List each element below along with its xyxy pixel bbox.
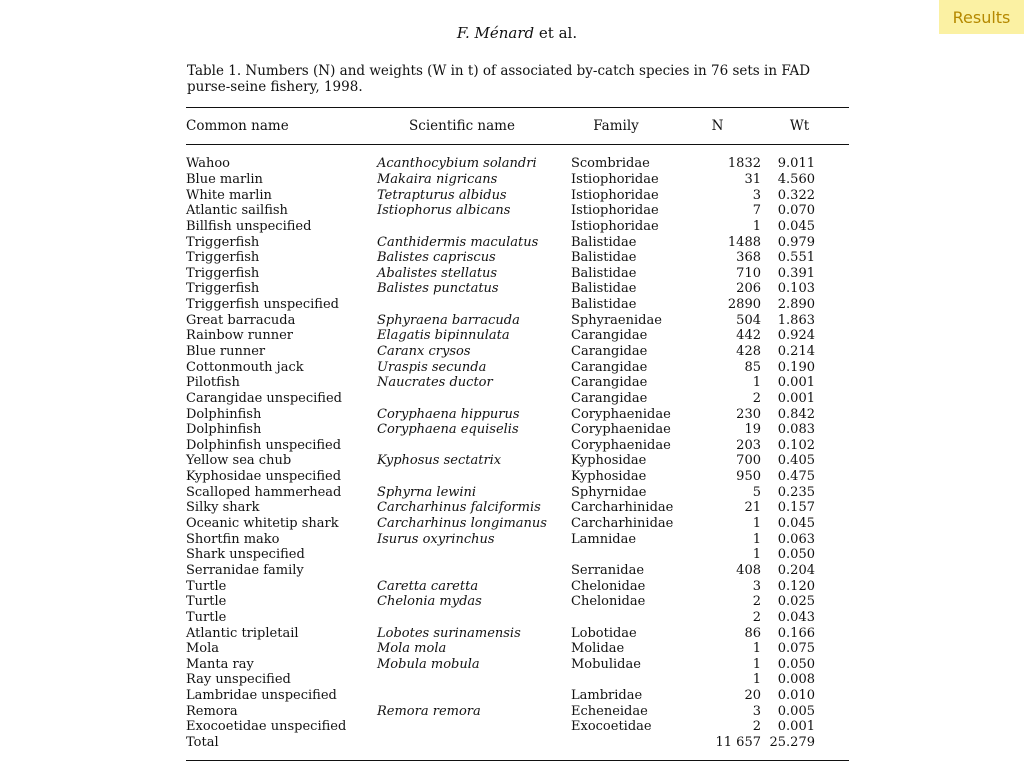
cell-common-name: Mola bbox=[186, 641, 220, 657]
cell-family: Carangidae bbox=[571, 390, 648, 406]
header-n: N bbox=[711, 118, 724, 134]
cell-common-name: Blue runner bbox=[186, 344, 266, 359]
cell-family: Sphyraenidae bbox=[571, 312, 662, 328]
cell-scientific-name: Caranx crysos bbox=[377, 344, 471, 359]
cell-n: 1832 bbox=[727, 156, 761, 172]
cell-family: Sphyrnidae bbox=[571, 484, 647, 500]
cell-n: 11 657 bbox=[715, 735, 761, 751]
cell-wt: 0.204 bbox=[777, 562, 815, 578]
cell-common-name: Kyphosidae unspecified bbox=[186, 469, 342, 485]
cell-wt: 0.010 bbox=[777, 688, 815, 704]
cell-wt: 4.560 bbox=[777, 171, 815, 187]
cell-n: 1 bbox=[752, 218, 761, 234]
bottom-rule bbox=[186, 760, 849, 761]
table-row bbox=[186, 297, 849, 313]
cell-family: Balistidae bbox=[571, 250, 637, 266]
cell-common-name: Triggerfish bbox=[186, 234, 260, 250]
cell-n: 203 bbox=[736, 437, 761, 453]
cell-family: Molidae bbox=[571, 641, 625, 657]
cell-n: 700 bbox=[736, 453, 761, 469]
cell-common-name: Yellow sea chub bbox=[186, 453, 292, 469]
cell-common-name: Turtle bbox=[186, 594, 227, 610]
cell-wt: 0.924 bbox=[777, 328, 815, 344]
cell-wt: 0.001 bbox=[777, 719, 815, 735]
bycatch-table bbox=[186, 107, 849, 761]
cell-family: Carangidae bbox=[571, 375, 648, 391]
cell-scientific-name: Mola mola bbox=[377, 641, 447, 657]
cell-scientific-name: Acanthocybium solandri bbox=[377, 156, 537, 172]
cell-wt: 9.011 bbox=[777, 156, 815, 172]
cell-n: 86 bbox=[744, 625, 761, 641]
cell-scientific-name: Naucrates ductor bbox=[377, 375, 493, 391]
cell-scientific-name: Coryphaena hippurus bbox=[377, 406, 520, 422]
cell-n: 950 bbox=[736, 469, 761, 485]
table-row bbox=[186, 516, 849, 532]
cell-n: 368 bbox=[736, 250, 761, 266]
cell-n: 1 bbox=[752, 656, 761, 672]
cell-n: 21 bbox=[744, 500, 761, 516]
cell-wt: 0.050 bbox=[777, 656, 815, 672]
cell-n: 710 bbox=[736, 265, 761, 281]
cell-n: 442 bbox=[736, 328, 761, 344]
table-row bbox=[186, 203, 849, 219]
cell-family: Carcharhinidae bbox=[571, 516, 674, 532]
cell-wt: 0.842 bbox=[777, 406, 815, 422]
cell-wt: 0.001 bbox=[777, 375, 815, 391]
table-row bbox=[186, 641, 849, 657]
cell-n: 3 bbox=[752, 578, 761, 594]
table-row bbox=[186, 375, 849, 391]
cell-wt: 0.043 bbox=[777, 609, 815, 625]
cell-n: 20 bbox=[744, 688, 761, 704]
header-wt: Wt bbox=[789, 118, 810, 134]
table-row bbox=[186, 578, 849, 594]
table-row bbox=[186, 328, 849, 344]
cell-wt: 0.075 bbox=[777, 641, 815, 657]
cell-family: Balistidae bbox=[571, 281, 637, 297]
cell-common-name: Triggerfish bbox=[186, 265, 260, 281]
cell-wt: 0.005 bbox=[777, 703, 815, 719]
header-family: Family bbox=[593, 118, 639, 134]
table-row bbox=[186, 563, 849, 579]
cell-n: 428 bbox=[736, 344, 761, 359]
cell-common-name: Cottonmouth jack bbox=[186, 359, 304, 375]
cell-wt: 0.103 bbox=[777, 281, 815, 297]
table-row bbox=[186, 406, 849, 422]
cell-family: Serranidae bbox=[571, 562, 645, 578]
cell-common-name: Great barracuda bbox=[186, 312, 296, 328]
cell-n: 1 bbox=[752, 641, 761, 657]
cell-family: Carangidae bbox=[571, 359, 648, 375]
cell-wt: 0.045 bbox=[777, 516, 815, 532]
table-row bbox=[186, 265, 849, 281]
cell-common-name: Dolphinfish bbox=[186, 406, 262, 422]
cell-n: 1 bbox=[752, 516, 761, 532]
table-row bbox=[186, 359, 849, 375]
table-row bbox=[186, 250, 849, 266]
cell-wt: 0.214 bbox=[777, 344, 815, 359]
cell-family: Carangidae bbox=[571, 328, 648, 344]
table-row bbox=[186, 688, 849, 704]
cell-wt: 0.063 bbox=[777, 531, 815, 547]
cell-scientific-name: Tetrapturus albidus bbox=[377, 187, 507, 203]
cell-family: Lambridae bbox=[571, 688, 643, 704]
cell-common-name: Oceanic whitetip shark bbox=[186, 516, 339, 532]
table-row bbox=[186, 719, 849, 735]
table-row bbox=[186, 453, 849, 469]
cell-common-name: Wahoo bbox=[186, 156, 231, 172]
cell-scientific-name: Coryphaena equiselis bbox=[377, 422, 519, 438]
cell-wt: 0.045 bbox=[777, 218, 815, 234]
results-button[interactable]: Results bbox=[939, 0, 1024, 34]
table-row bbox=[186, 172, 849, 188]
running-header-suffix: et al. bbox=[534, 24, 578, 42]
cell-common-name: Serranidae family bbox=[186, 562, 304, 578]
table-row bbox=[186, 219, 849, 235]
cell-common-name: Dolphinfish bbox=[186, 422, 262, 438]
cell-n: 2890 bbox=[727, 297, 761, 313]
running-header-authors: F. Ménard bbox=[456, 24, 535, 42]
cell-wt: 0.551 bbox=[777, 250, 815, 266]
cell-common-name: White marlin bbox=[186, 187, 272, 203]
cell-wt: 0.083 bbox=[777, 422, 815, 438]
cell-scientific-name: Carcharhinus longimanus bbox=[377, 516, 547, 532]
header-scientific-name: Scientific name bbox=[409, 118, 515, 134]
cell-wt: 0.166 bbox=[777, 625, 815, 641]
cell-n: 85 bbox=[744, 359, 761, 375]
cell-common-name: Turtle bbox=[186, 609, 227, 625]
table-row bbox=[186, 610, 849, 626]
cell-n: 2 bbox=[752, 719, 761, 735]
cell-n: 2 bbox=[752, 390, 761, 406]
cell-n: 1 bbox=[752, 672, 761, 688]
cell-common-name: Rainbow runner bbox=[186, 328, 294, 344]
cell-n: 1 bbox=[752, 531, 761, 547]
cell-wt: 0.391 bbox=[777, 265, 815, 281]
table-row bbox=[186, 531, 849, 547]
cell-common-name: Pilotfish bbox=[186, 375, 240, 391]
cell-family: Kyphosidae bbox=[571, 469, 647, 485]
cell-n: 230 bbox=[736, 406, 761, 422]
table-row bbox=[186, 344, 849, 360]
cell-n: 1488 bbox=[727, 234, 761, 250]
cell-scientific-name: Balistes capriscus bbox=[377, 250, 496, 266]
header-common-name: Common name bbox=[186, 118, 289, 134]
cell-n: 3 bbox=[752, 187, 761, 203]
cell-wt: 0.405 bbox=[777, 453, 815, 469]
cell-common-name: Total bbox=[186, 735, 219, 751]
cell-wt: 0.235 bbox=[777, 484, 815, 500]
table-row bbox=[186, 312, 849, 328]
table-row bbox=[186, 703, 849, 719]
table-row bbox=[186, 594, 849, 610]
table-caption: Table 1. Numbers (N) and weights (W in t) of associated by-catch species in 76 sets in FAD purse-seine fishery, 1998. bbox=[187, 63, 811, 95]
cell-wt: 0.157 bbox=[777, 500, 815, 516]
cell-wt: 0.008 bbox=[777, 672, 815, 688]
cell-scientific-name: Istiophorus albicans bbox=[377, 203, 511, 219]
cell-family: Istiophoridae bbox=[571, 187, 659, 203]
cell-common-name: Atlantic tripletail bbox=[186, 625, 299, 641]
cell-common-name: Ray unspecified bbox=[186, 672, 291, 688]
cell-family: Balistidae bbox=[571, 265, 637, 281]
table-row bbox=[186, 391, 849, 407]
cell-family: Carangidae bbox=[571, 344, 648, 359]
cell-family: Istiophoridae bbox=[571, 203, 659, 219]
cell-n: 206 bbox=[736, 281, 761, 297]
cell-common-name: Turtle bbox=[186, 578, 227, 594]
cell-common-name: Scalloped hammerhead bbox=[186, 484, 342, 500]
cell-scientific-name: Sphyrna lewini bbox=[377, 484, 477, 500]
cell-n: 31 bbox=[744, 171, 761, 187]
table-row bbox=[186, 657, 849, 673]
cell-scientific-name: Makaira nigricans bbox=[377, 171, 498, 187]
cell-wt: 0.190 bbox=[777, 359, 815, 375]
cell-wt: 25.279 bbox=[769, 735, 815, 751]
running-header bbox=[0, 24, 1024, 42]
table-row bbox=[186, 625, 849, 641]
cell-n: 19 bbox=[744, 422, 761, 438]
cell-common-name: Remora bbox=[186, 703, 238, 719]
cell-common-name: Triggerfish bbox=[186, 250, 260, 266]
cell-common-name: Blue marlin bbox=[186, 171, 263, 187]
cell-common-name: Exocoetidae unspecified bbox=[186, 719, 347, 735]
cell-scientific-name: Kyphosus sectatrix bbox=[377, 453, 502, 469]
cell-family: Coryphaenidae bbox=[571, 406, 671, 422]
cell-wt: 0.979 bbox=[777, 234, 815, 250]
cell-scientific-name: Abalistes stellatus bbox=[377, 265, 498, 281]
table-row bbox=[186, 422, 849, 438]
cell-scientific-name: Sphyraena barracuda bbox=[377, 312, 520, 328]
cell-n: 7 bbox=[752, 203, 761, 219]
cell-n: 2 bbox=[752, 609, 761, 625]
cell-common-name: Shark unspecified bbox=[186, 547, 305, 563]
cell-family: Exocoetidae bbox=[571, 719, 652, 735]
cell-n: 408 bbox=[736, 562, 761, 578]
table-row bbox=[186, 500, 849, 516]
cell-scientific-name: Elagatis bipinnulata bbox=[377, 328, 510, 344]
cell-family: Lobotidae bbox=[571, 625, 637, 641]
cell-common-name: Triggerfish bbox=[186, 281, 260, 297]
cell-common-name: Shortfin mako bbox=[186, 531, 280, 547]
cell-wt: 0.102 bbox=[777, 437, 815, 453]
cell-common-name: Dolphinfish unspecified bbox=[186, 437, 342, 453]
cell-n: 504 bbox=[736, 312, 761, 328]
cell-common-name: Carangidae unspecified bbox=[186, 390, 342, 406]
cell-n: 2 bbox=[752, 594, 761, 610]
cell-scientific-name: Caretta caretta bbox=[377, 578, 479, 594]
cell-family: Coryphaenidae bbox=[571, 422, 671, 438]
cell-family: Lamnidae bbox=[571, 531, 637, 547]
cell-wt: 0.322 bbox=[777, 187, 815, 203]
cell-family: Mobulidae bbox=[571, 656, 641, 672]
cell-n: 1 bbox=[752, 547, 761, 563]
table-row bbox=[186, 156, 849, 172]
cell-common-name: Atlantic sailfish bbox=[186, 203, 288, 219]
table-row bbox=[186, 469, 849, 485]
table-row bbox=[186, 672, 849, 688]
table-row bbox=[186, 234, 849, 250]
cell-wt: 0.050 bbox=[777, 547, 815, 563]
cell-wt: 0.120 bbox=[777, 578, 815, 594]
cell-common-name: Silky shark bbox=[186, 500, 260, 516]
cell-wt: 1.863 bbox=[777, 312, 815, 328]
cell-common-name: Lambridae unspecified bbox=[186, 688, 337, 704]
cell-family: Balistidae bbox=[571, 297, 637, 313]
cell-n: 3 bbox=[752, 703, 761, 719]
cell-common-name: Billfish unspecified bbox=[186, 218, 312, 234]
table-row bbox=[186, 281, 849, 297]
cell-family: Carcharhinidae bbox=[571, 500, 674, 516]
table-row bbox=[186, 187, 849, 203]
cell-scientific-name: Canthidermis maculatus bbox=[377, 234, 539, 250]
cell-scientific-name: Remora remora bbox=[377, 703, 481, 719]
cell-family: Chelonidae bbox=[571, 594, 646, 610]
cell-family: Chelonidae bbox=[571, 578, 646, 594]
table-row bbox=[186, 484, 849, 500]
cell-family: Coryphaenidae bbox=[571, 437, 671, 453]
cell-wt: 0.070 bbox=[777, 203, 815, 219]
cell-scientific-name: Isurus oxyrinchus bbox=[377, 531, 495, 547]
cell-wt: 0.475 bbox=[777, 469, 815, 485]
cell-common-name: Triggerfish unspecified bbox=[186, 297, 339, 313]
cell-wt: 2.890 bbox=[777, 297, 815, 313]
cell-scientific-name: Balistes punctatus bbox=[377, 281, 499, 297]
cell-family: Istiophoridae bbox=[571, 218, 659, 234]
cell-family: Scombridae bbox=[571, 156, 650, 172]
table-row bbox=[186, 547, 849, 563]
cell-family: Istiophoridae bbox=[571, 171, 659, 187]
cell-wt: 0.025 bbox=[777, 594, 815, 610]
cell-scientific-name: Uraspis secunda bbox=[377, 359, 487, 375]
table-row bbox=[186, 438, 849, 454]
cell-family: Kyphosidae bbox=[571, 453, 647, 469]
cell-family: Balistidae bbox=[571, 234, 637, 250]
cell-scientific-name: Lobotes surinamensis bbox=[377, 625, 521, 641]
total-row bbox=[186, 735, 849, 751]
cell-wt: 0.001 bbox=[777, 390, 815, 406]
table-body bbox=[186, 145, 849, 760]
cell-family: Echeneidae bbox=[571, 703, 648, 719]
cell-scientific-name: Chelonia mydas bbox=[377, 594, 482, 610]
cell-n: 5 bbox=[752, 484, 761, 500]
table-header-row bbox=[186, 108, 849, 144]
cell-n: 1 bbox=[752, 375, 761, 391]
cell-common-name: Manta ray bbox=[186, 656, 254, 672]
cell-scientific-name: Mobula mobula bbox=[377, 656, 480, 672]
cell-scientific-name: Carcharhinus falciformis bbox=[377, 500, 541, 516]
